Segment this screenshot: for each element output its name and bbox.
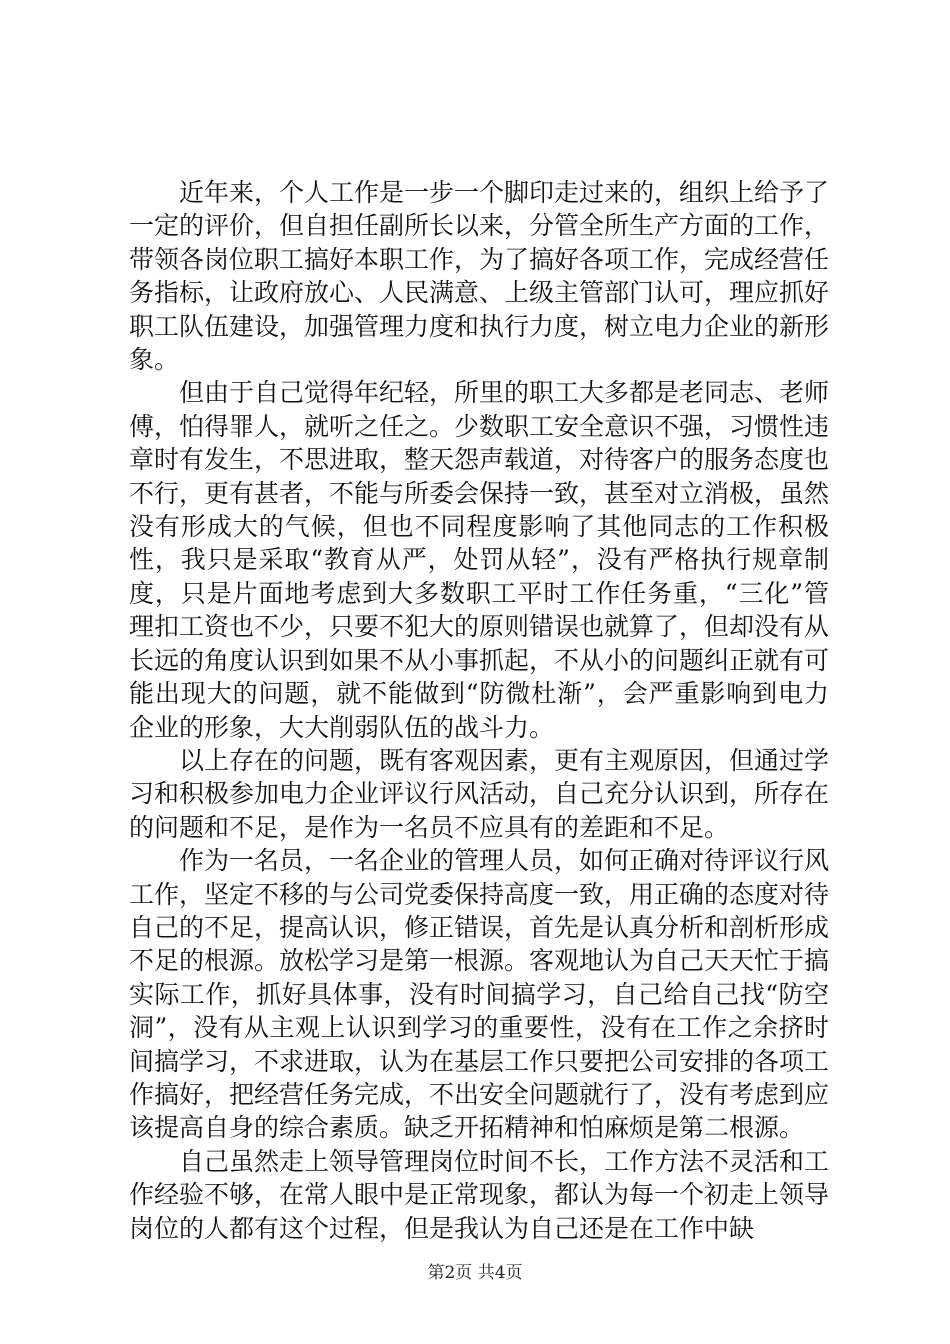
page-footer (0, 1258, 950, 1283)
paragraph-4: 作为一名员，一名企业的管理人员，如何正确对待评议行风工作，坚定不移的与公司党委保持高度一致，用正确的态度对待自己的不足，提高认识，修正错误，首先是认真分析和剖析形成不足的根源。放松学习是第一根源。客观地认为自己天天忙于搞实际工作，抓好具体事，没有时间搞学习，自己给自己找“防空洞”，没有从主观上认识到学习的重要性，没有在工作之余挤时间搞学习，不求进取，认为在基层工作只要把公司安排的各项工作搞好，把经营任务完成，不出安全问题就行了，没有考虑到应该提高自身的综合素质。缺乏开拓精神和怕麻烦是第二根源。 (129, 846, 830, 1143)
page-number: 第2页 共4页 (427, 1263, 523, 1283)
paragraph-5: 自己虽然走上领导管理岗位时间不长，工作方法不灵活和工作经验不够，在常人眼中是正常现象，都认为每一个初走上领导岗位的人都有这个过程，但是我认为自己还是在工作中缺 (129, 1146, 830, 1243)
paragraph-3: 以上存在的问题，既有客观因素，更有主观原因，但通过学习和积极参加电力企业评议行风活动，自己充分认识到，所存在的问题和不足，是作为一名员不应具有的差距和不足。 (129, 745, 830, 842)
paragraph-1: 近年来，个人工作是一步一个脚印走过来的，组织上给予了一定的评价，但自担任副所长以来，分管全所生产方面的工作，带领各岗位职工搞好本职工作，为了搞好各项工作，完成经营任务指标，让政府放心、人民满意、上级主管部门认可，理应抓好职工队伍建设，加强管理力度和执行力度，树立电力企业的新形象。 (129, 178, 830, 375)
paragraph-2: 但由于自己觉得年纪轻，所里的职工大多都是老同志、老师傅，怕得罪人，就听之任之。少数职工安全意识不强，习惯性违章时有发生，不思进取，整天怨声载道，对待客户的服务态度也不行，更有甚者，不能与所委会保持一致，甚至对立消极，虽然没有形成大的气候，但也不同程度影响了其他同志的工作积极性，我只是采取“教育从严，处罚从轻”，没有严格执行规章制度，只是片面地考虑到大多数职工平时工作任务重，“三化”管理扣工资也不少，只要不犯大的原则错误也就算了，但却没有从长远的角度认识到如果不从小事抓起，不从小的问题纠正就有可能出现大的问题，就不能做到“防微杜渐”，会严重影响到电力企业的形象，大大削弱队伍的战斗力。 (129, 378, 830, 742)
document-body (129, 176, 829, 1245)
